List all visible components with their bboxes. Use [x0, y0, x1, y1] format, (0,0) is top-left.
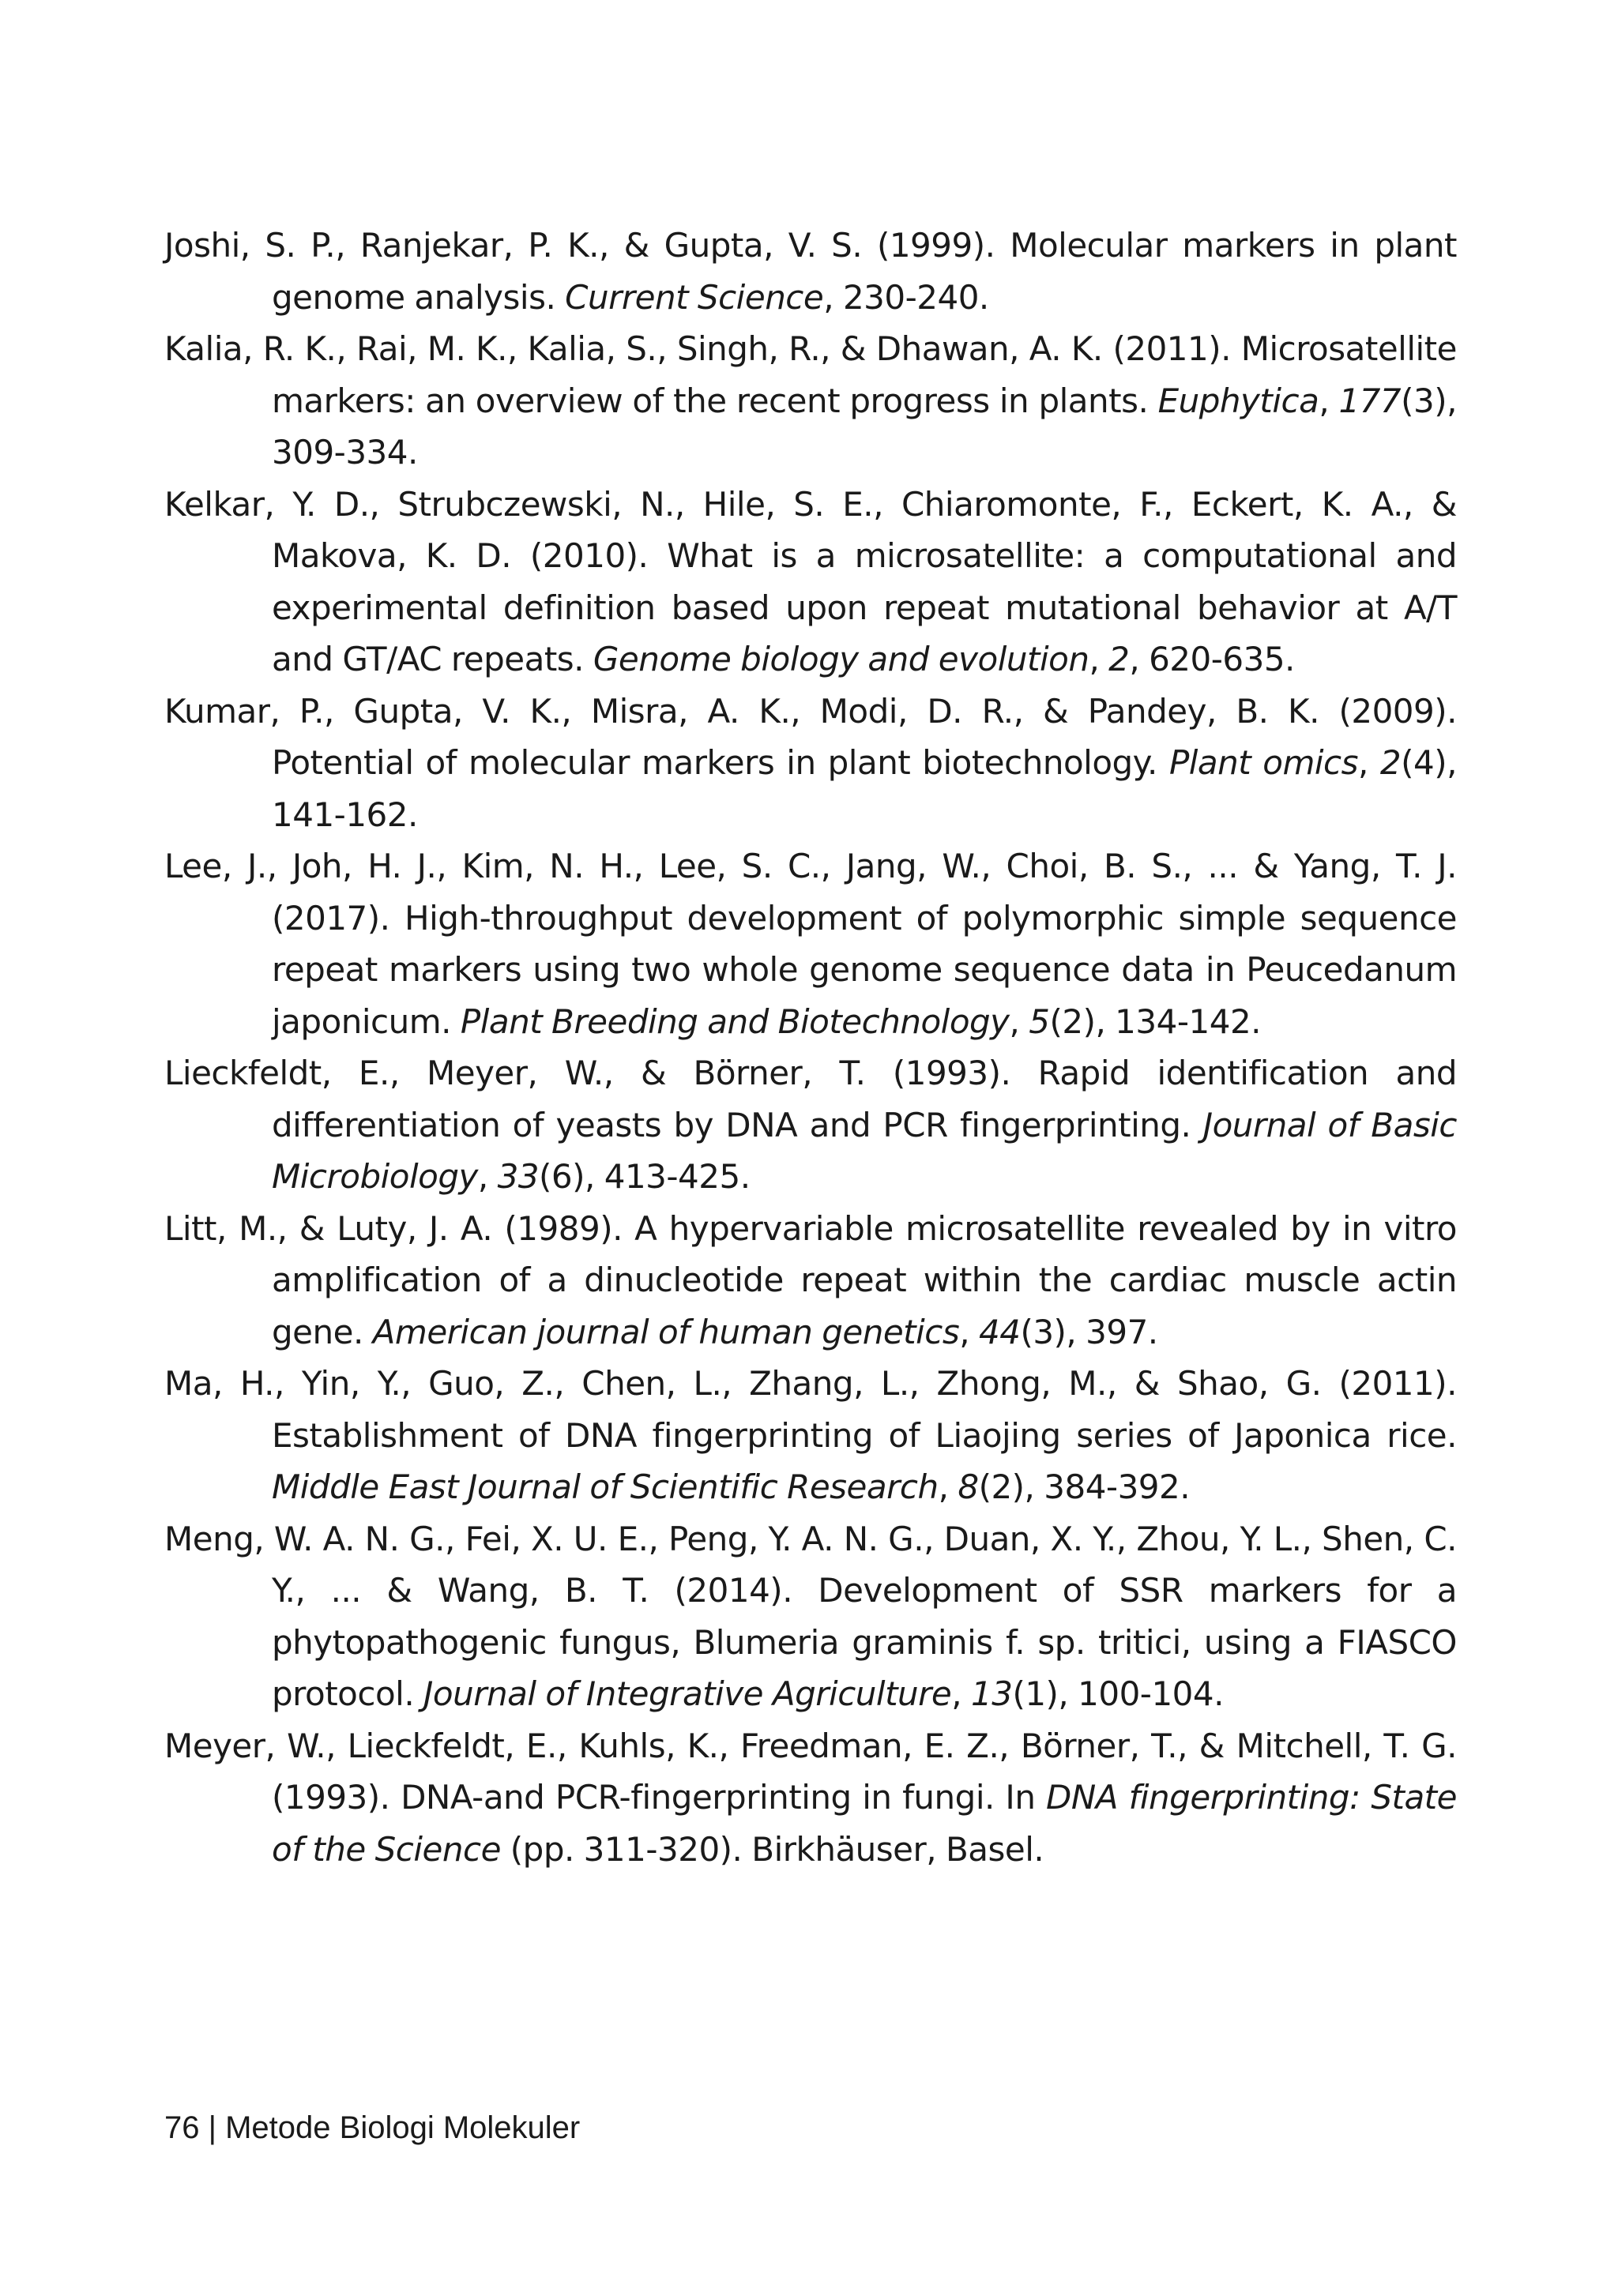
reference-list — [164, 220, 1457, 1875]
reference-text: Kalia, R. K., Rai, M. K., Kalia, S., Singh, R., & Dhawan, A. K. (2011). Microsatellite markers: an overview of the recent progress in plants. — [164, 329, 1457, 420]
reference-entry — [164, 1203, 1457, 1358]
reference-italic-text: 33 — [497, 1157, 540, 1196]
reference-text: , — [1358, 743, 1380, 782]
reference-text: (pp. 311-320). Birkhäuser, Basel. — [500, 1829, 1044, 1869]
reference-entry — [164, 686, 1457, 841]
reference-italic-text: 5 — [1029, 1001, 1050, 1041]
page-footer: 76 | Metode Biologi Molekuler — [164, 2110, 581, 2145]
reference-italic-text: American journal of human genetics — [372, 1312, 960, 1351]
reference-text: (3), 397. — [1020, 1312, 1158, 1351]
reference-text: , — [938, 1467, 958, 1506]
reference-entry — [164, 1720, 1457, 1876]
reference-text: , — [959, 1312, 979, 1351]
reference-text: (2), 384-392. — [978, 1467, 1191, 1506]
reference-text: , 620-635. — [1129, 640, 1295, 678]
reference-italic-text: Current Science — [565, 277, 824, 317]
reference-text: Meyer, W., Lieckfeldt, E., Kuhls, K., Freedman, E. Z., Börner, T., & Mitchell, T. G. (1993). DNA-and PCR-fingerprinting in fungi. In — [164, 1726, 1457, 1817]
reference-italic-text: 177 — [1338, 381, 1402, 420]
reference-text: , 230-240. — [823, 277, 989, 317]
reference-italic-text: 8 — [958, 1467, 979, 1506]
reference-italic-text: Journal of Basic Microbiology — [272, 1105, 1457, 1196]
reference-text: Kumar, P., Gupta, V. K., Misra, A. K., Modi, D. R., & Pandey, B. K. (2009). Potential of molecular markers in plant biotechnology. — [164, 691, 1457, 782]
reference-entry — [164, 1047, 1457, 1203]
reference-text: Lieckfeldt, E., Meyer, W., & Börner, T. (1993). Rapid identification and differentiation of yeasts by DNA and PCR fingerprinting. — [164, 1054, 1457, 1144]
reference-text: Kelkar, Y. D., Strubczewski, N., Hile, S. E., Chiaromonte, F., Eckert, K. A., & Makova, K. D. (2010). What is a microsatellite: a computational and experimental definition based upon repeat mutational behavior at A/T and GT/AC repeats. — [164, 484, 1457, 678]
reference-text: , — [1089, 640, 1109, 678]
reference-entry — [164, 840, 1457, 1047]
reference-italic-text: Plant Breeding and Biotechnology — [460, 1001, 1010, 1041]
reference-text: Ma, H., Yin, Y., Guo, Z., Chen, L., Zhang, L., Zhong, M., & Shao, G. (2011). Establishment of DNA fingerprinting of Liaojing series of Japonica rice. — [164, 1364, 1457, 1455]
reference-text: , — [1009, 1001, 1029, 1041]
reference-text: , — [1319, 381, 1339, 420]
reference-italic-text: Middle East Journal of Scientific Research — [272, 1467, 939, 1506]
reference-entry — [164, 220, 1457, 323]
reference-italic-text: Plant omics — [1168, 743, 1359, 782]
reference-italic-text: 44 — [978, 1312, 1021, 1351]
reference-text: Joshi, S. P., Ranjekar, P. K., & Gupta, V. S. (1999). Molecular markers in plant genome analysis. — [164, 226, 1457, 317]
reference-entry — [164, 323, 1457, 479]
reference-text: , — [477, 1157, 498, 1196]
reference-text: Litt, M., & Luty, J. A. (1989). A hypervariable microsatellite revealed by in vitro amplification of a dinucleotide repeat within the cardiac muscle actin gene. — [164, 1208, 1457, 1351]
reference-text: Meng, W. A. N. G., Fei, X. U. E., Peng, Y. A. N. G., Duan, X. Y., Zhou, Y. L., Shen, C. Y., ... & Wang, B. T. (2014). Development of SSR markers for a phytopathogenic fungus, Blumeria graminis f. sp. tritici, using a FIASCO protocol. — [164, 1519, 1457, 1713]
reference-italic-text: Journal of Integrative Agriculture — [423, 1674, 952, 1713]
reference-italic-text: 2 — [1108, 640, 1130, 678]
reference-italic-text: 13 — [970, 1674, 1013, 1713]
reference-entry — [164, 479, 1457, 686]
reference-text: Lee, J., Joh, H. J., Kim, N. H., Lee, S. C., Jang, W., Choi, B. S., ... & Yang, T. J. (2017). High-throughput development of polymorphic simple sequence repeat markers using two whole genome sequence data in Peucedanum japonicum. — [164, 847, 1457, 1041]
reference-entry — [164, 1513, 1457, 1720]
reference-italic-text: DNA fingerprinting: State of the Science — [272, 1778, 1457, 1869]
reference-italic-text: Genome biology and evolution — [593, 640, 1089, 678]
reference-entry — [164, 1358, 1457, 1513]
reference-italic-text: Euphytica — [1157, 381, 1319, 420]
reference-text: (3), 309-334. — [272, 381, 1457, 472]
reference-text: (4), 141-162. — [272, 743, 1457, 834]
reference-text: (2), 134-142. — [1049, 1001, 1262, 1041]
reference-italic-text: 2 — [1379, 743, 1402, 782]
reference-text: (6), 413-425. — [539, 1157, 751, 1196]
reference-text: , — [951, 1674, 971, 1713]
reference-text: (1), 100-104. — [1012, 1674, 1224, 1713]
